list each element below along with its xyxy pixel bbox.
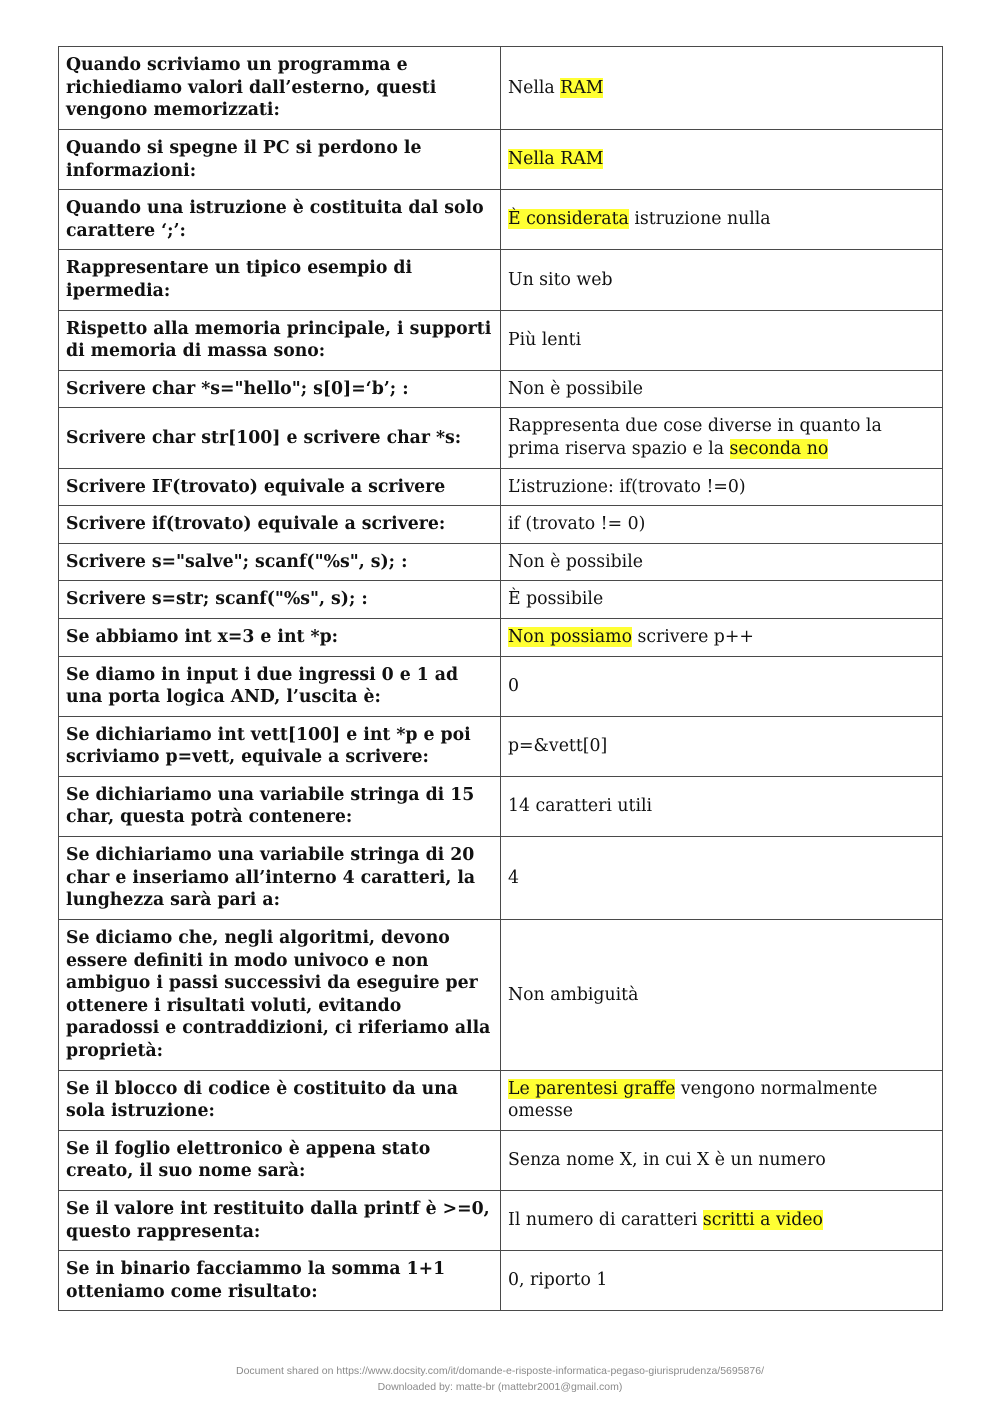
question-cell: Se in binario facciammo la somma 1+1 otteniamo come risultato: — [59, 1251, 501, 1311]
table-row — [59, 1191, 943, 1251]
table-row — [59, 370, 943, 408]
question-cell: Rappresentare un tipico esempio di ipermedia: — [59, 250, 501, 310]
answer-text: Il numero di caratteri — [508, 1210, 703, 1231]
answer-cell — [501, 618, 943, 656]
table-row — [59, 190, 943, 250]
table-row — [59, 656, 943, 716]
highlighted-answer-text: Le parentesi graffe — [508, 1078, 676, 1099]
answer-cell — [501, 506, 943, 544]
answer-cell — [501, 1191, 943, 1251]
table-row — [59, 543, 943, 581]
table-row — [59, 1251, 943, 1311]
question-cell: Scrivere char *s="hello"; s[0]=‘b’; : — [59, 370, 501, 408]
table-row — [59, 130, 943, 190]
answer-text: Nella — [508, 77, 561, 98]
highlighted-answer-text: seconda no — [729, 438, 829, 459]
highlighted-answer-text: Nella RAM — [508, 149, 604, 170]
answer-text: if (trovato != 0) — [508, 514, 646, 535]
answer-text: vengono normalmente omesse — [508, 1078, 878, 1122]
highlighted-answer-text: scritti a video — [702, 1210, 823, 1231]
highlighted-answer-text: RAM — [560, 77, 604, 98]
answer-text: Un sito web — [508, 269, 613, 290]
question-cell: Se diciamo che, negli algoritmi, devono essere definiti in modo univoco e non ambiguo i passi successivi da eseguire per ottenere i risultati voluti, evitando paradossi e contraddizioni, ci riferiamo alla proprietà: — [59, 920, 501, 1071]
question-cell: Scrivere IF(trovato) equivale a scrivere — [59, 468, 501, 506]
table-row — [59, 1070, 943, 1130]
question-cell: Quando scriviamo un programma e richiediamo valori dall’esterno, questi vengono memorizzati: — [59, 47, 501, 130]
answer-cell — [501, 543, 943, 581]
table-row — [59, 1130, 943, 1190]
table-row — [59, 920, 943, 1071]
answer-text: L’istruzione: if(trovato !=0) — [508, 476, 746, 497]
answer-cell — [501, 250, 943, 310]
footer-downloaded-line: Downloaded by: matte-br (mattebr2001@gmail.com) — [377, 1381, 623, 1393]
answer-cell — [501, 370, 943, 408]
question-cell: Quando si spegne il PC si perdono le informazioni: — [59, 130, 501, 190]
table-row — [59, 310, 943, 370]
qa-table — [58, 46, 943, 1311]
answer-cell — [501, 190, 943, 250]
answer-cell — [501, 776, 943, 836]
question-cell: Se il blocco di codice è costituito da una sola istruzione: — [59, 1070, 501, 1130]
answer-cell — [501, 1251, 943, 1311]
answer-text: Non è possibile — [508, 551, 643, 572]
answer-cell — [501, 716, 943, 776]
answer-cell — [501, 1070, 943, 1130]
answer-cell — [501, 920, 943, 1071]
question-cell: Se dichiariamo una variabile stringa di 15 char, questa potrà contenere: — [59, 776, 501, 836]
question-cell: Se abbiamo int x=3 e int *p: — [59, 618, 501, 656]
question-cell: Scrivere if(trovato) equivale a scrivere: — [59, 506, 501, 544]
table-row — [59, 506, 943, 544]
question-cell: Se il foglio elettronico è appena stato creato, il suo nome sarà: — [59, 1130, 501, 1190]
table-row — [59, 47, 943, 130]
answer-cell — [501, 581, 943, 619]
answer-text: 4 — [508, 867, 519, 888]
question-cell: Se il valore int restituito dalla printf è >=0, questo rappresenta: — [59, 1191, 501, 1251]
question-cell: Quando una istruzione è costituita dal solo carattere ‘;’: — [59, 190, 501, 250]
answer-text: p=&vett[0] — [508, 735, 608, 756]
answer-cell — [501, 656, 943, 716]
answer-cell — [501, 47, 943, 130]
highlighted-answer-text: Non possiamo — [508, 626, 632, 647]
answer-text: 0 — [508, 675, 519, 696]
table-row — [59, 776, 943, 836]
table-row — [59, 581, 943, 619]
question-cell: Se dichiariamo una variabile stringa di 20 char e inseriamo all’interno 4 caratteri, la lunghezza sarà pari a: — [59, 837, 501, 920]
question-cell: Scrivere char str[100] e scrivere char *s: — [59, 408, 501, 468]
answer-text: 0, riporto 1 — [508, 1270, 608, 1291]
answer-cell — [501, 310, 943, 370]
highlighted-answer-text: È considerata — [508, 209, 629, 230]
question-cell: Se dichiariamo int vett[100] e int *p e poi scriviamo p=vett, equivale a scrivere: — [59, 716, 501, 776]
answer-text: È possibile — [508, 589, 604, 610]
qa-table-body — [59, 47, 943, 1311]
answer-cell — [501, 468, 943, 506]
answer-text: istruzione nulla — [628, 209, 771, 230]
answer-text: Non è possibile — [508, 378, 643, 399]
answer-text: Più lenti — [508, 329, 582, 350]
answer-cell — [501, 130, 943, 190]
answer-text: Non ambiguità — [508, 984, 639, 1005]
table-row — [59, 468, 943, 506]
answer-text: 14 caratteri utili — [508, 796, 653, 817]
question-cell: Scrivere s=str; scanf("%s", s); : — [59, 581, 501, 619]
answer-text: Rappresenta due cose diverse in quanto la prima riserva spazio e la — [508, 416, 882, 459]
table-row — [59, 618, 943, 656]
answer-cell — [501, 837, 943, 920]
answer-cell — [501, 1130, 943, 1190]
table-row — [59, 408, 943, 468]
answer-text: scrivere p++ — [631, 626, 754, 647]
footer-shared-line: Document shared on https://www.docsity.com/it/domande-e-risposte-informatica-pegaso-giurisprudenza/5695876/ — [236, 1365, 764, 1377]
answer-text: Senza nome X, in cui X è un numero — [508, 1150, 826, 1171]
answer-cell — [501, 408, 943, 468]
table-row — [59, 250, 943, 310]
question-cell: Scrivere s="salve"; scanf("%s", s); : — [59, 543, 501, 581]
table-row — [59, 837, 943, 920]
table-row — [59, 716, 943, 776]
question-cell: Se diamo in input i due ingressi 0 e 1 ad una porta logica AND, l’uscita è: — [59, 656, 501, 716]
question-cell: Rispetto alla memoria principale, i supporti di memoria di massa sono: — [59, 310, 501, 370]
